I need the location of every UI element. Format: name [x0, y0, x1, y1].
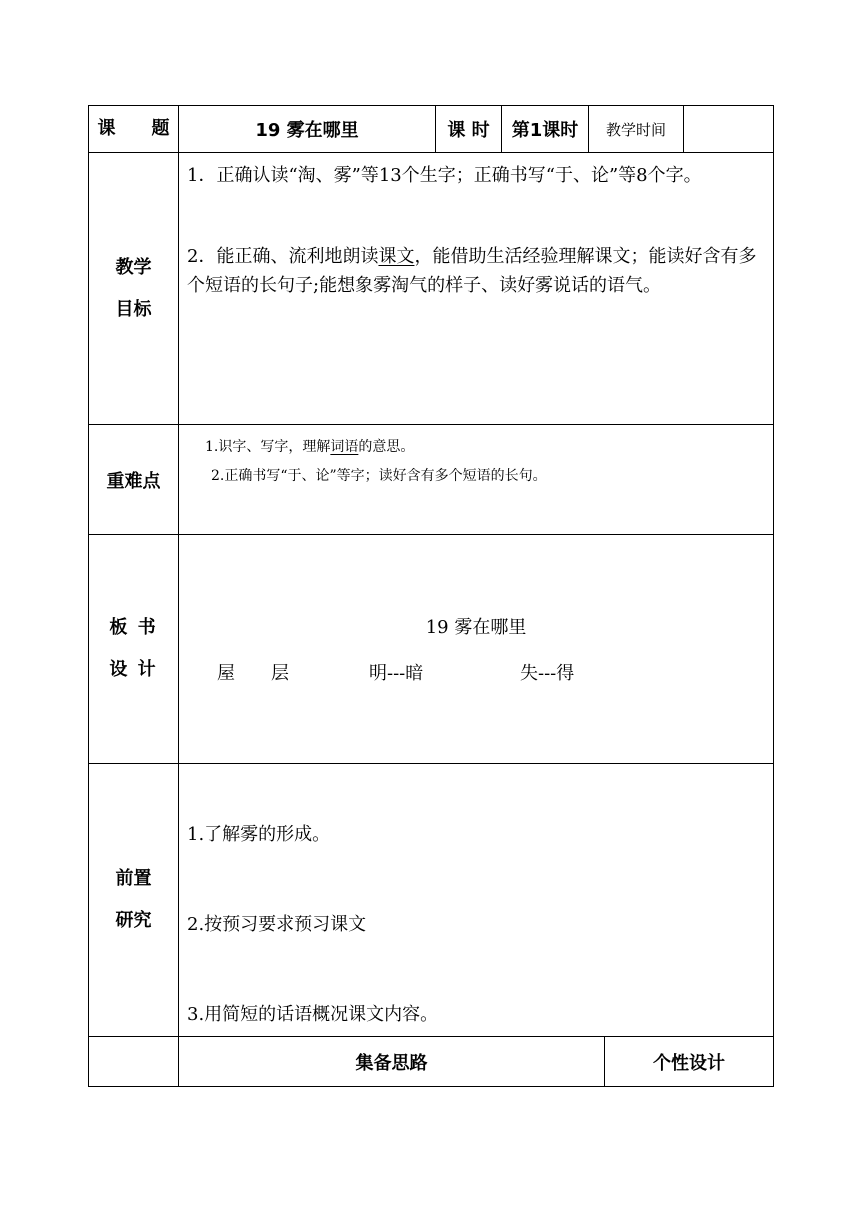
pre-study-item: 1.了解雾的形成。: [187, 824, 331, 845]
board-design-label: [89, 535, 179, 764]
board-label-line2: 设 计: [109, 659, 158, 680]
objective-item-2: 2．能正确、流利地朗读课文，能借助生活经验理解课文；能读好含有多个短语的长句子;能想象雾淘气的样子、读好雾说话的语气。: [187, 246, 757, 296]
personal-design-header: 个性设计: [605, 1037, 774, 1087]
footer-blank-cell: [89, 1037, 179, 1087]
board-word: 明---暗: [369, 663, 424, 684]
lesson-plan-table: [88, 105, 774, 1087]
objectives-label: [89, 153, 179, 425]
objectives-label-line2: 目标: [115, 298, 152, 320]
pre-study-label: [89, 764, 179, 1037]
board-design-content: [179, 535, 774, 764]
pre-study-row: [89, 764, 774, 1037]
pre-study-content: [179, 764, 774, 1037]
objectives-row: [89, 153, 774, 425]
footer-row: [89, 1037, 774, 1087]
board-word: 层: [271, 663, 289, 684]
objective-item-1: 1．正确认读“淘、雾”等13个生字；正确书写“于、论”等8个字。: [187, 165, 702, 186]
key-points-content: [179, 425, 774, 535]
board-word: 屋: [217, 663, 235, 684]
underlined-term: 词语: [330, 439, 359, 455]
teaching-time-label: 教学时间: [589, 106, 684, 153]
pre-study-label-line1: 前置: [115, 868, 152, 889]
teaching-time-value[interactable]: [684, 106, 774, 153]
topic-label: 课 题: [89, 106, 179, 153]
topic-value: 19 雾在哪里: [179, 106, 436, 153]
pre-study-item: 3.用简短的话语概况课文内容。: [187, 1004, 439, 1025]
underlined-term: 课文: [378, 246, 415, 267]
key-point-item-2: 2.正确书写“于、论”等字；读好含有多个短语的长句。: [211, 468, 547, 484]
header-row: [89, 106, 774, 153]
key-point-item-1: 1.识字、写字，理解词语的意思。: [205, 439, 415, 455]
board-label-line1: 板 书: [109, 617, 158, 638]
board-design-row: [89, 535, 774, 764]
period-label: 课 时: [436, 106, 502, 153]
key-points-row: [89, 425, 774, 535]
board-word: 失---得: [520, 663, 575, 684]
period-value: 第1课时: [502, 106, 589, 153]
objectives-content: [179, 153, 774, 425]
key-points-label: 重难点: [89, 425, 179, 535]
pre-study-item: 2.按预习要求预习课文: [187, 914, 367, 935]
board-title: 19 雾在哪里: [425, 617, 527, 638]
collective-prep-header: 集备思路: [179, 1037, 605, 1087]
objectives-label-line1: 教学: [115, 256, 152, 278]
pre-study-label-line2: 研究: [115, 910, 152, 931]
